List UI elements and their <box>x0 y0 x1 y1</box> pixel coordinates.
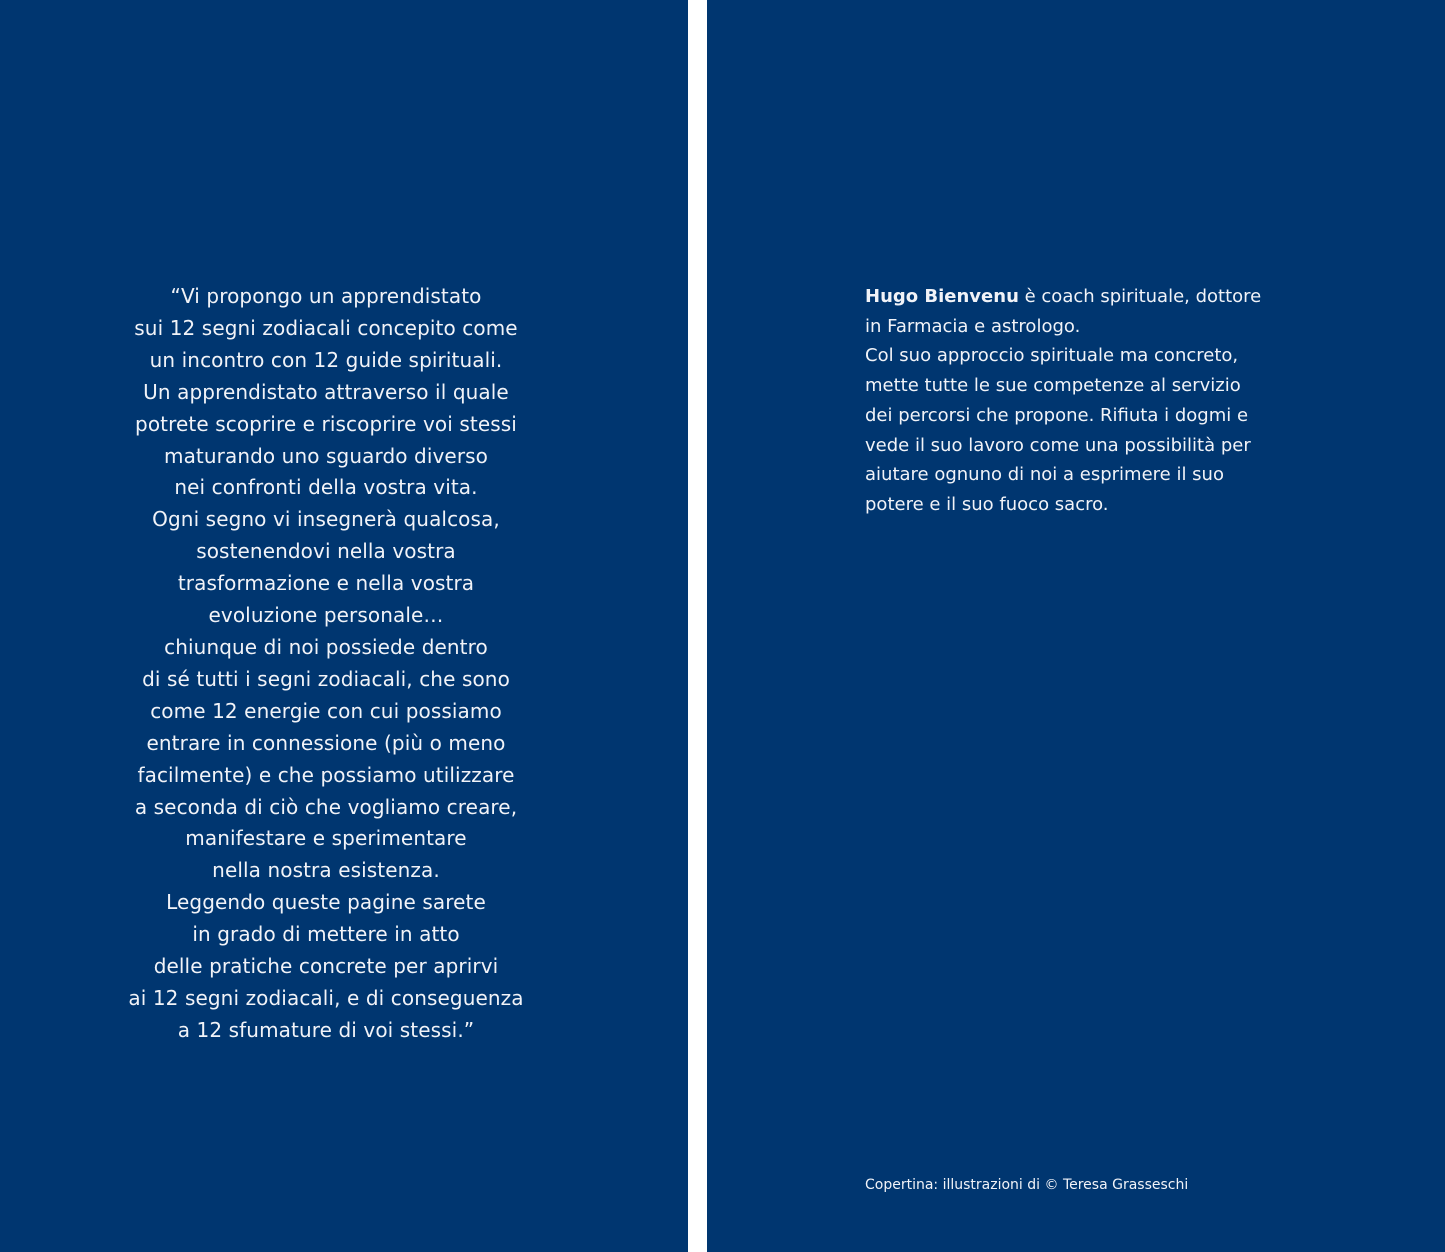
author-name: Hugo Bienvenu <box>865 286 1019 307</box>
bio-line: dei percorsi che propone. Rifiuta i dogmi e <box>865 404 1249 426</box>
quote-line: Ogni segno vi insegnerà qualcosa, <box>152 507 500 532</box>
bio-line <box>865 282 1305 312</box>
quote-line: potrete scoprire e riscoprire voi stessi <box>135 411 517 436</box>
quote-line: come 12 energie con cui possiamo <box>150 698 502 723</box>
quote-line: evoluzione personale… <box>208 603 444 628</box>
bio-line: mette tutte le sue competenze al servizio <box>865 375 1241 397</box>
quote-line: “Vi propongo un apprendistato <box>170 284 482 308</box>
quote-line: sostenendovi nella vostra <box>196 539 456 564</box>
quote-line: trasformazione e nella vostra <box>177 571 475 596</box>
quote-line: maturando uno sguardo diverso <box>163 443 489 468</box>
bio-line-rest: è coach spirituale, dottore <box>1018 286 1262 307</box>
quote-line: chiunque di noi possiede dentro <box>164 634 488 659</box>
quote-line: in grado di mettere in atto <box>192 922 460 947</box>
quote-line: di sé tutti i segni zodiacali, che sono <box>142 666 510 691</box>
quote-line: Leggendo queste pagine sarete <box>166 890 486 915</box>
bio-line: in Farmacia e astrologo. <box>865 315 1081 337</box>
bio-line: potere e il suo fuoco sacro. <box>865 493 1109 515</box>
quote-line: manifestare e sperimentare <box>185 826 467 851</box>
book-quote <box>90 281 562 1047</box>
quote-line: nei confronti della vostra vita. <box>174 475 478 500</box>
back-flap-right <box>707 0 1445 1252</box>
quote-line: a 12 sfumature di voi stessi.” <box>177 1017 475 1042</box>
quote-line: facilmente) e che possiamo utilizzare <box>137 762 515 787</box>
quote-line: Un apprendistato attraverso il quale <box>143 379 509 404</box>
author-bio <box>865 282 1305 520</box>
quote-line: nella nostra esistenza. <box>212 858 440 883</box>
bio-line: vede il suo lavoro come una possibilità per <box>865 434 1251 456</box>
quote-line: un incontro con 12 guide spirituali. <box>149 347 503 372</box>
quote-line: entrare in connessione (più o meno <box>146 730 506 755</box>
quote-line: a seconda di ciò che vogliamo creare, <box>134 794 518 819</box>
quote-line: delle pratiche concrete per aprirvi <box>153 954 499 979</box>
cover-credit: Copertina: illustrazioni di © Teresa Grasseschi <box>865 1177 1189 1193</box>
bio-line: Col suo approccio spirituale ma concreto, <box>865 345 1239 367</box>
quote-line: ai 12 segni zodiacali, e di conseguenza <box>128 985 524 1010</box>
quote-line: sui 12 segni zodiacali concepito come <box>134 315 518 340</box>
bio-line: aiutare ognuno di noi a esprimere il suo <box>865 464 1224 486</box>
back-flap-left <box>0 0 688 1252</box>
